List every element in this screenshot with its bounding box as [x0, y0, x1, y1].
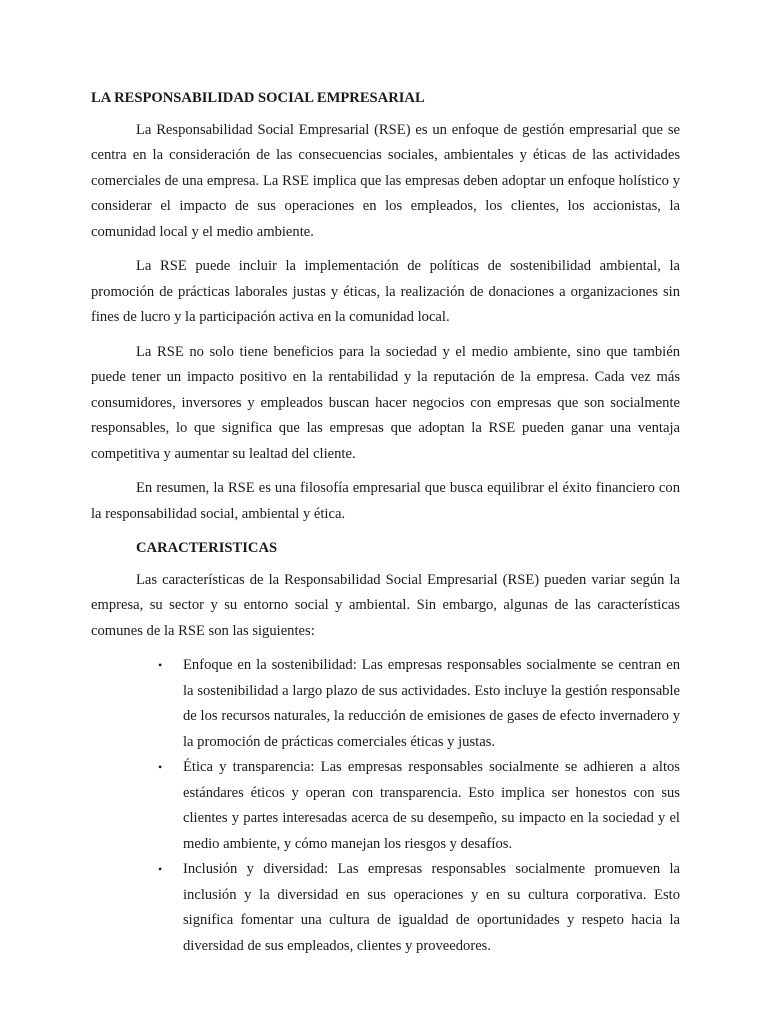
list-item-text: Inclusión y diversidad: Las empresas responsables socialmente promueven la inclusión y la diversidad en sus operaciones y en su cultura corporativa. Esto significa fomentar una cultura de igualdad de oportunidades y respeto hacia la diversidad de sus empleados, clientes y proveedores.	[183, 861, 680, 954]
section-heading: CARACTERISTICAS	[136, 540, 278, 556]
section-intro: Las características de la Responsabilidad Social Empresarial (RSE) pueden variar según la empresa, su sector y su entorno social y ambiental. Sin embargo, algunas de las características comunes de la RSE son las siguientes:	[91, 571, 680, 639]
bullet-icon: •	[158, 760, 163, 774]
list-item	[158, 857, 680, 959]
document-title: LA RESPONSABILIDAD SOCIAL EMPRESARIAL	[91, 90, 425, 106]
bullet-icon: •	[158, 658, 163, 672]
characteristics-list	[91, 653, 680, 959]
bullet-icon: •	[158, 862, 163, 876]
paragraph-2: La RSE puede incluir la implementación de políticas de sostenibilidad ambiental, la promoción de prácticas laborales justas y éticas, la realización de donaciones a organizaciones sin fines de lucro y la participación activa en la comunidad local.	[91, 258, 680, 325]
list-item	[158, 755, 680, 857]
list-item-text: Enfoque en la sostenibilidad: Las empresas responsables socialmente se centran en la sostenibilidad a largo plazo de sus actividades. Esto incluye la gestión responsable de los recursos naturales, la reducción de emisiones de gases de efecto invernadero y la promoción de prácticas comerciales éticas y justas.	[183, 657, 680, 750]
list-item-text: Ética y transparencia: Las empresas responsables socialmente se adhieren a altos estándares éticos y operan con transparencia. Esto implica ser honestos con sus clientes y partes interesadas acerca de su desempeño, su impacto en la sociedad y el medio ambiente, y cómo manejan los riesgos y desafíos.	[183, 759, 680, 852]
paragraph-3: La RSE no solo tiene beneficios para la sociedad y el medio ambiente, sino que también puede tener un impacto positivo en la rentabilidad y la reputación de la empresa. Cada vez más consumidores, inversores y empleados buscan hacer negocios con empresas que son socialmente responsables, lo que significa que las empresas que adoptan la RSE pueden ganar una ventaja competitiva y aumentar su lealtad del cliente.	[91, 343, 680, 462]
list-item	[158, 653, 680, 755]
paragraph-4: En resumen, la RSE es una filosofía empresarial que busca equilibrar el éxito financiero con la responsabilidad social, ambiental y ética.	[91, 480, 680, 522]
paragraph-1: La Responsabilidad Social Empresarial (RSE) es un enfoque de gestión empresarial que se centra en la consideración de las consecuencias sociales, ambientales y éticas de las actividades comerciales de una empresa. La RSE implica que las empresas deben adoptar un enfoque holístico y considerar el impacto de sus operaciones en los empleados, los clientes, los accionistas, la comunidad local y el medio ambiente.	[91, 121, 680, 240]
document-page	[91, 86, 680, 959]
